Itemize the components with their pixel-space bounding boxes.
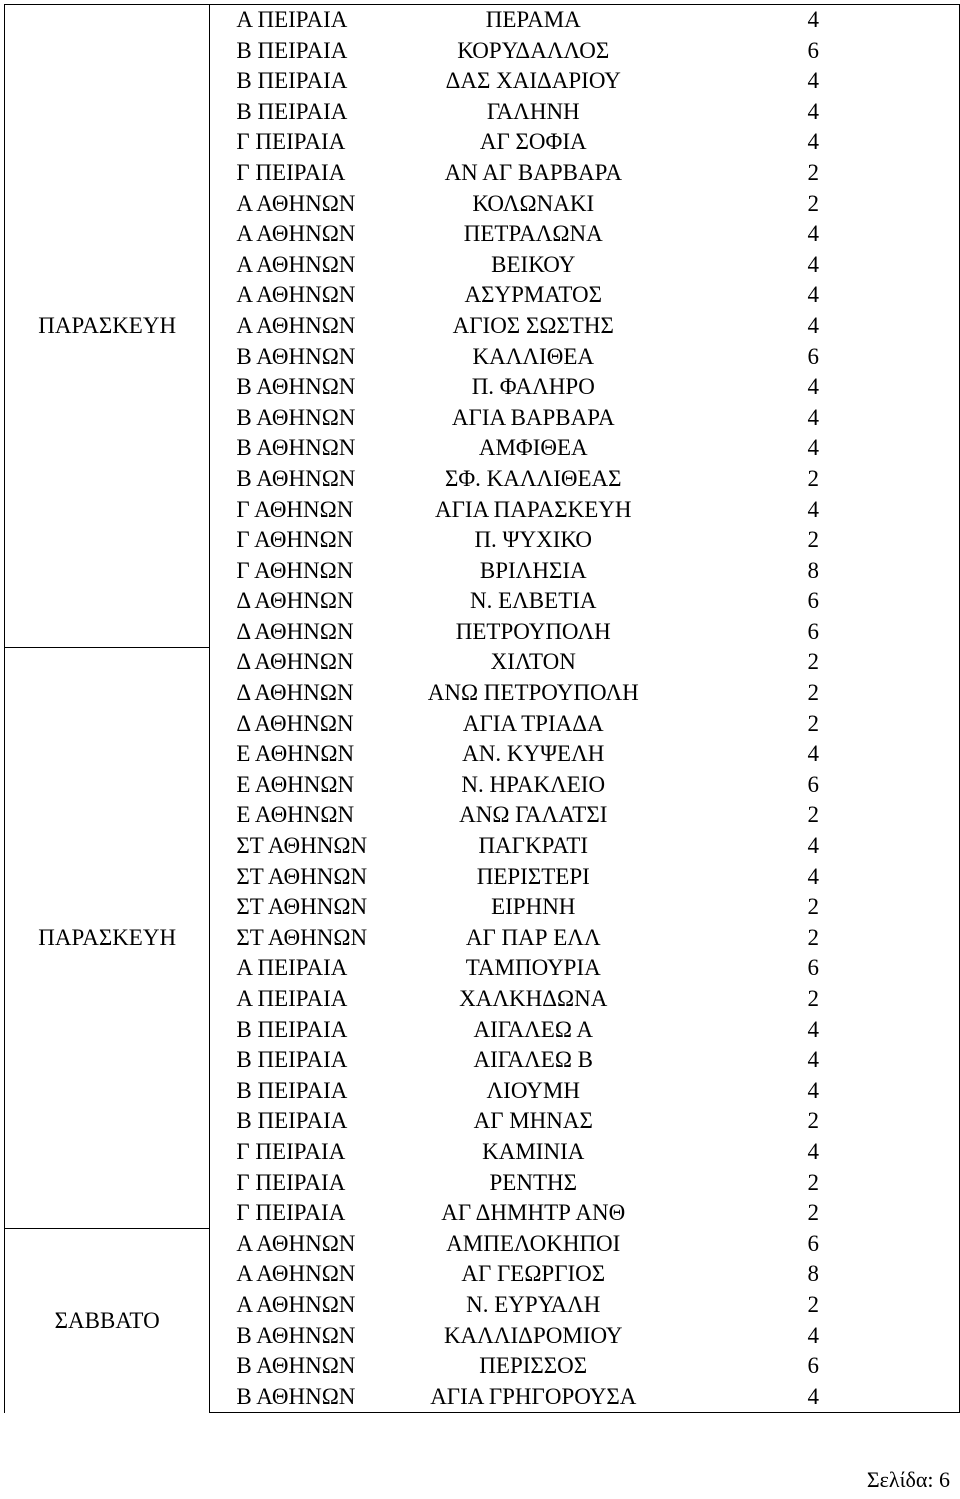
area-cell: ΤΑΜΠΟΥΡΙΑ [465,955,601,981]
area-cell: ΛΙΟΥΜΗ [486,1077,580,1103]
region-cell: Α ΠΕΙΡΑΙΑ [210,5,403,36]
region-cell: ΣΤ ΑΘΗΝΩΝ [236,924,368,950]
area-cell: ΓΑΛΗΝΗ [486,98,580,124]
count-cell: 4 [663,1015,959,1046]
area-cell: ΔΑΣ ΧΑΙΔΑΡΙΟΥ [445,68,621,94]
page-number: Σελίδα: 6 [866,1467,950,1492]
count-cell: 8 [663,556,959,587]
count-cell: 6 [663,617,959,648]
day-cell: ΠΑΡΑΣΚΕΥΗ [5,647,210,1228]
region-cell: Γ ΠΕΙΡΑΙΑ [236,1169,346,1195]
count-cell: 2 [663,1106,959,1137]
area-cell: Ν. ΕΥΡΥΑΛΗ [466,1291,601,1317]
count-cell: 4 [663,403,959,434]
region-cell: Β ΑΘΗΝΩΝ [210,1382,403,1413]
count-cell: 2 [663,158,959,189]
area-cell: ΑΓΙΑ ΓΡΗΓΟΡΟΥΣΑ [403,1382,663,1413]
area-cell: ΑΜΠΕΛΟΚΗΠΟΙ [446,1230,621,1256]
region-cell: Β ΠΕΙΡΑΙΑ [236,1108,348,1134]
region-cell: Γ ΑΘΗΝΩΝ [236,557,354,583]
region-cell: Β ΑΘΗΝΩΝ [236,465,356,491]
count-cell: 4 [663,739,959,770]
region-cell: Β ΑΘΗΝΩΝ [236,1353,356,1379]
region-cell: Ε ΑΘΗΝΩΝ [236,802,355,828]
count-cell: 4 [663,1321,959,1352]
region-cell: Δ ΑΘΗΝΩΝ [236,618,354,644]
count-cell: 4 [663,5,959,36]
region-cell: Α ΑΘΗΝΩΝ [236,1261,356,1287]
region-cell: Γ ΠΕΙΡΑΙΑ [236,1138,346,1164]
region-cell: Δ ΑΘΗΝΩΝ [236,588,354,614]
count-cell: 4 [663,66,959,97]
count-cell: 4 [663,97,959,128]
area-cell: ΑΓ ΠΑΡ ΕΛΛ [465,924,601,950]
area-cell: ΚΑΜΙΝΙΑ [482,1138,585,1164]
area-cell: ΧΙΛΤΟΝ [490,649,576,675]
day-cell: ΠΑΡΑΣΚΕΥΗ [5,5,210,648]
count-cell: 4 [663,372,959,403]
region-cell: Α ΑΘΗΝΩΝ [236,1291,356,1317]
area-cell: ΑΓ ΓΕΩΡΓΙΟΣ [461,1261,606,1287]
area-cell: ΑΜΦΙΘΕΑ [478,435,588,461]
region-cell: Α ΑΘΗΝΩΝ [236,1230,356,1256]
area-cell: Ν. ΗΡΑΚΛΕΙΟ [461,771,606,797]
count-cell: 6 [663,953,959,984]
area-cell: ΑΝΩ ΠΕΤΡΟΥΠΟΛΗ [427,680,639,706]
area-cell: ΠΕΤΡΑΛΩΝΑ [463,221,603,247]
area-cell: ΑΙΓΑΛΕΩ Β [473,1047,594,1073]
schedule-table-wrapper [4,4,960,1413]
area-cell: ΡΕΝΤΗΣ [489,1169,577,1195]
count-cell: 4 [663,311,959,342]
area-cell: ΑΓΙΑ ΤΡΙΑΔΑ [462,710,604,736]
area-cell: ΑΓΙΑ ΠΑΡΑΣΚΕΥΗ [435,496,632,522]
region-cell: Ε ΑΘΗΝΩΝ [236,741,355,767]
area-cell: ΣΦ. ΚΑΛΛΙΘΕΑΣ [444,465,622,491]
count-cell: 6 [663,342,959,373]
area-cell: ΑΓΙΑ ΒΑΡΒΑΡΑ [451,404,615,430]
area-cell: ΑΣΥΡΜΑΤΟΣ [464,282,603,308]
area-cell: ΠΕΡΙΣΤΕΡΙ [476,863,590,889]
region-cell: Α ΠΕΙΡΑΙΑ [236,955,348,981]
region-cell: ΣΤ ΑΘΗΝΩΝ [236,863,368,889]
day-cell: ΣΑΒΒΑΤΟ [5,1229,210,1413]
area-cell: ΑΝΩ ΓΑΛΑΤΣΙ [459,802,608,828]
count-cell: 4 [663,250,959,281]
count-cell: 4 [663,219,959,250]
area-cell: ΑΓΙΟΣ ΣΩΣΤΗΣ [452,312,614,338]
count-cell: 2 [663,892,959,923]
count-cell: 2 [663,709,959,740]
area-cell: ΑΝ. ΚΥΨΕΛΗ [462,741,605,767]
count-cell: 4 [663,1076,959,1107]
area-cell: ΕΙΡΗΝΗ [491,894,576,920]
area-cell: ΚΟΛΩΝΑΚΙ [472,190,595,216]
area-cell: ΚΟΡΥΔΑΛΛΟΣ [457,37,610,63]
region-cell: Α ΑΘΗΝΩΝ [236,312,356,338]
count-cell: 2 [663,1290,959,1321]
region-cell: Β ΑΘΗΝΩΝ [236,435,356,461]
area-cell: ΧΑΛΚΗΔΩΝΑ [459,986,608,1011]
area-cell: ΠΕΡΑΜΑ [403,5,663,36]
region-cell: Β ΠΕΙΡΑΙΑ [236,1077,348,1103]
region-cell: Β ΑΘΗΝΩΝ [236,404,356,430]
count-cell: 6 [663,1351,959,1382]
count-cell: 4 [663,1382,959,1413]
count-cell: 8 [663,1259,959,1290]
area-cell: ΑΓ ΣΟΦΙΑ [479,129,587,155]
count-cell: 2 [663,678,959,709]
table-row [5,5,960,36]
area-cell: ΠΕΤΡΟΥΠΟΛΗ [455,618,611,644]
region-cell: Γ ΠΕΙΡΑΙΑ [236,159,346,185]
region-cell: Α ΑΘΗΝΩΝ [236,190,356,216]
count-cell: 4 [663,1045,959,1076]
area-cell: ΑΝ ΑΓ ΒΑΡΒΑΡΑ [444,159,622,185]
region-cell: Γ ΑΘΗΝΩΝ [236,527,354,553]
region-cell: Β ΠΕΙΡΑΙΑ [236,1016,348,1042]
count-cell: 4 [663,495,959,526]
count-cell: 2 [663,923,959,954]
area-cell: ΑΓ ΔΗΜΗΤΡ ΑΝΘ [441,1200,626,1226]
count-cell: 2 [663,647,959,678]
count-cell: 2 [663,464,959,495]
count-cell: 4 [663,127,959,158]
region-cell: Ε ΑΘΗΝΩΝ [236,771,355,797]
area-cell: ΑΓ ΜΗΝΑΣ [473,1108,593,1134]
region-cell: ΣΤ ΑΘΗΝΩΝ [236,894,368,920]
region-cell: Γ ΑΘΗΝΩΝ [236,496,354,522]
region-cell: Α ΑΘΗΝΩΝ [236,221,356,247]
count-cell: 2 [663,800,959,831]
region-cell: Δ ΑΘΗΝΩΝ [236,680,354,706]
count-cell: 2 [663,984,959,1015]
area-cell: ΚΑΛΛΙΔΡΟΜΙΟΥ [443,1322,623,1348]
area-cell: ΠΕΡΙΣΣΟΣ [479,1353,588,1379]
count-cell: 6 [663,770,959,801]
table-row [5,1229,960,1260]
count-cell: 4 [663,280,959,311]
region-cell: Β ΠΕΙΡΑΙΑ [236,37,348,63]
region-cell: Β ΑΘΗΝΩΝ [236,343,356,369]
count-cell: 2 [663,1168,959,1199]
count-cell: 2 [663,525,959,556]
table-row [5,647,960,678]
area-cell: ΚΑΛΛΙΘΕΑ [472,343,594,369]
region-cell: Δ ΑΘΗΝΩΝ [236,649,354,675]
area-cell: Π. ΨΥΧΙΚΟ [474,527,593,553]
area-cell: Ν. ΕΛΒΕΤΙΑ [469,588,597,614]
region-cell: Β ΠΕΙΡΑΙΑ [236,98,348,124]
region-cell: Α ΠΕΙΡΑΙΑ [236,986,348,1011]
schedule-table [4,4,960,1413]
region-cell: Δ ΑΘΗΝΩΝ [236,710,354,736]
count-cell: 4 [663,433,959,464]
count-cell: 2 [663,189,959,220]
region-cell: Α ΑΘΗΝΩΝ [236,282,356,308]
count-cell: 6 [663,1229,959,1260]
region-cell: Γ ΠΕΙΡΑΙΑ [236,1200,346,1226]
region-cell: Γ ΠΕΙΡΑΙΑ [236,129,346,155]
count-cell: 4 [663,1137,959,1168]
count-cell: 4 [663,831,959,862]
area-cell: ΠΑΓΚΡΑΤΙ [478,833,589,859]
region-cell: Β ΑΘΗΝΩΝ [236,374,356,400]
count-cell: 6 [663,36,959,67]
area-cell: Π. ΦΑΛΗΡΟ [471,374,595,400]
region-cell: ΣΤ ΑΘΗΝΩΝ [236,833,368,859]
region-cell: Β ΠΕΙΡΑΙΑ [236,68,348,94]
area-cell: ΒΕΙΚΟΥ [491,251,576,277]
region-cell: Α ΑΘΗΝΩΝ [236,251,356,277]
count-cell: 6 [663,586,959,617]
area-cell: ΒΡΙΛΗΣΙΑ [479,557,587,583]
area-cell: ΑΙΓΑΛΕΩ Α [473,1016,594,1042]
region-cell: Β ΑΘΗΝΩΝ [236,1322,356,1348]
count-cell: 2 [663,1198,959,1229]
count-cell: 4 [663,862,959,893]
region-cell: Β ΠΕΙΡΑΙΑ [236,1047,348,1073]
